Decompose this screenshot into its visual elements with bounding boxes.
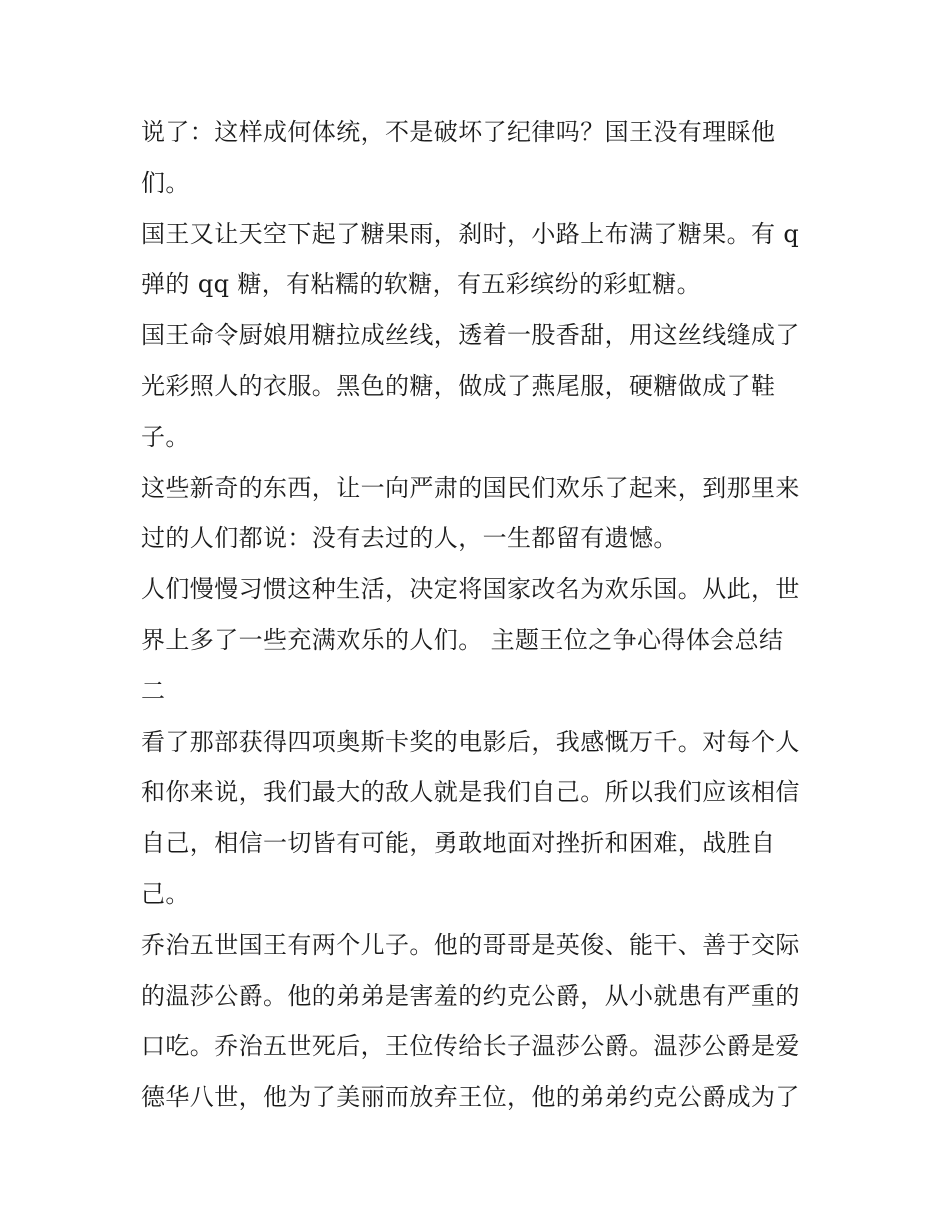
text-line: 人们慢慢习惯这种生活，决定将国家改名为欢乐国。从此，世 [141, 575, 800, 604]
text-line: 过的人们都说：没有去过的人，一生都留有遗憾。 [141, 524, 678, 553]
text-line: 乔治五世国王有两个儿子。他的哥哥是英俊、能干、善于交际 [141, 930, 800, 959]
text-line: 界上多了一些充满欢乐的人们。 主题王位之争心得体会总结 [141, 625, 784, 654]
text-line: 弹的 qq 糖，有粘糯的软糖，有五彩缤纷的彩虹糖。 [141, 270, 701, 299]
text-line: 德华八世，他为了美丽而放弃王位，他的弟弟约克公爵成为了 [141, 1083, 800, 1112]
text-line: 二 [141, 676, 166, 705]
text-line: 国王命令厨娘用糖拉成丝线，透着一股香甜，用这丝线缝成了 [141, 321, 800, 350]
text-line: 国王又让天空下起了糖果雨，刹时，小路上布满了糖果。有 q [141, 219, 800, 248]
text-line: 看了那部获得四项奥斯卡奖的电影后，我感慨万千。对每个人 [141, 727, 800, 756]
text-line: 光彩照人的衣服。黑色的糖，做成了燕尾服，硬糖做成了鞋 [141, 371, 776, 400]
text-line: 己。 [141, 879, 190, 908]
text-line: 和你来说，我们最大的敌人就是我们自己。所以我们应该相信 [141, 778, 800, 807]
text-line: 说了：这样成何体统，不是破坏了纪律吗？国王没有理睬他 [141, 118, 776, 146]
text-line: 自己，相信一切皆有可能，勇敢地面对挫折和困难，战胜自 [141, 829, 776, 858]
text-line: 的温莎公爵。他的弟弟是害羞的约克公爵，从小就患有严重的 [141, 981, 800, 1010]
text-line: 口吃。乔治五世死后，王位传给长子温莎公爵。温莎公爵是爱 [141, 1032, 800, 1061]
text-line: 子。 [141, 422, 190, 451]
text-line: 们。 [141, 168, 190, 197]
text-line: 这些新奇的东西，让一向严肃的国民们欢乐了起来，到那里来 [141, 473, 800, 502]
document-body [141, 107, 821, 1123]
